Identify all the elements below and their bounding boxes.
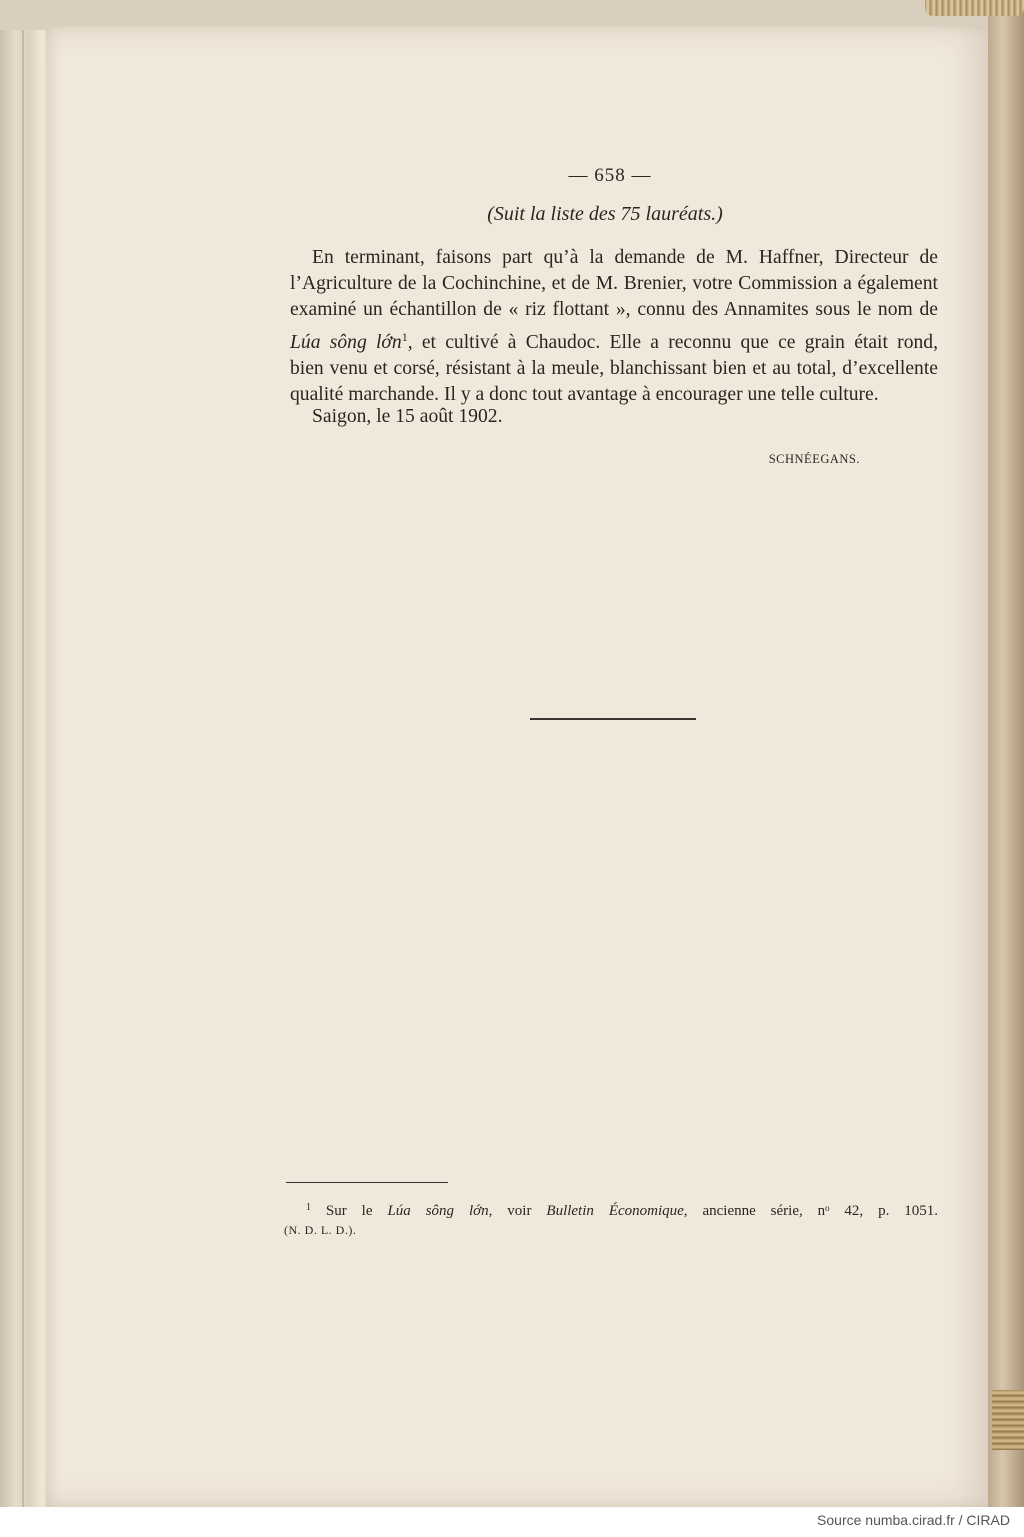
footnote-text: , ancienne série, nᵒ 42, p. 1051. (683, 1203, 939, 1219)
footnote-credit: (N. D. L. D.). (284, 1223, 357, 1237)
paragraph-line: qualité marchande. Il y a donc tout avantage à encourager une telle culture. (290, 384, 879, 406)
footnote (284, 1198, 938, 1240)
book-fore-edge (988, 0, 1024, 1507)
paragraph-line: l’Agriculture de la Cochinchine, et de M. Brenier, votre Commission a également (290, 273, 938, 295)
binding-cord-lower (992, 1390, 1024, 1450)
page-number: — 658 — (568, 165, 652, 186)
source-credit: Source numba.cirad.fr / CIRAD (817, 1512, 1010, 1528)
page-stack-edge (0, 30, 52, 1507)
footnote-divider (286, 1182, 448, 1183)
paragraph-line (290, 324, 938, 356)
rice-variety-name: Lúa sông lớn (290, 331, 402, 353)
dateline: Saigon, le 15 août 1902. (312, 406, 503, 427)
footnote-title: Bulletin Économique (546, 1203, 684, 1219)
binding-cord (925, 0, 1024, 16)
footnote-text: Sur le (311, 1203, 388, 1219)
footnote-term: Lúa sông lớn (387, 1203, 489, 1219)
footnote-line (284, 1198, 938, 1221)
paragraph-line-rest: , et cultivé à Chaudoc. Elle a reconnu que ce grain était rond, (407, 331, 938, 353)
footnote-text: , voir (488, 1203, 547, 1219)
section-divider (530, 718, 696, 720)
caption-laureates: (Suit la liste des 75 lauréats.) (487, 203, 723, 225)
paragraph-line: examiné un échantillon de « riz flottant », connu des Annamites sous le nom de (290, 299, 938, 321)
footnote-marker: 1 (306, 1202, 311, 1213)
body-paragraph (290, 245, 938, 408)
footnote-ref: 1 (401, 329, 408, 344)
signature: SCHNÉEGANS. (768, 452, 860, 466)
paragraph-line: bien venu et corsé, résistant à la meule, blanchissant bien et au total, d’excellente (290, 357, 938, 379)
paragraph-line: En terminant, faisons part qu’à la demande de M. Haffner, Directeur de (312, 247, 938, 268)
